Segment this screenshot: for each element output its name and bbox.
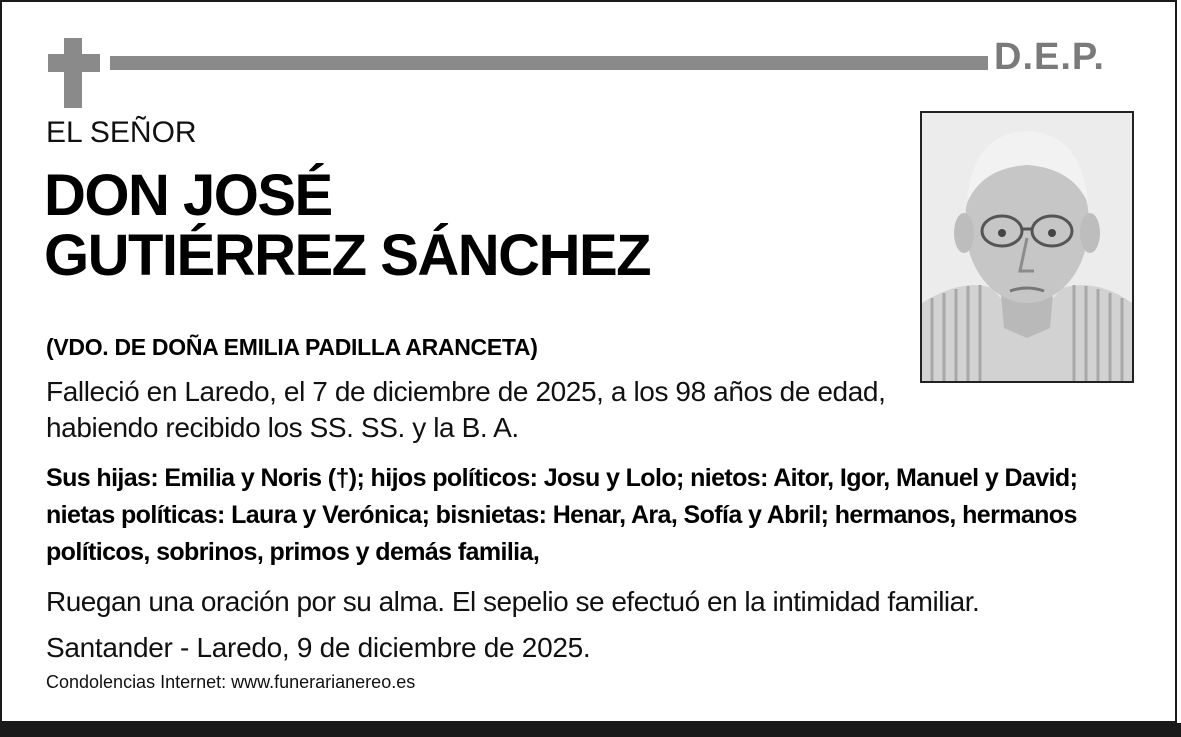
name-line-2: GUTIÉRREZ SÁNCHEZ	[44, 223, 651, 288]
header-rule	[110, 56, 988, 70]
prayer-request: Ruegan una oración por su alma. El sepelio se efectuó en la intimidad familiar.	[46, 586, 980, 617]
place-and-date: Santander - Laredo, 9 de diciembre de 2025.	[46, 632, 591, 663]
condolences-link: Condolencias Internet: www.funerarianereo.es	[46, 672, 416, 692]
portrait-photo	[920, 111, 1134, 383]
honorific: EL SEÑOR	[46, 116, 197, 149]
deceased-name	[44, 163, 651, 288]
widower-note: (VDO. DE DOÑA EMILIA PADILLA ARANCETA)	[46, 334, 538, 360]
death-details: Falleció en Laredo, el 7 de diciembre de 2025, a los 98 años de edad, habiendo recibido los SS. SS. y la B. A.	[46, 376, 886, 443]
bottom-border-bar	[0, 723, 1181, 737]
cross-icon	[48, 38, 100, 108]
name-line-1: DON JOSÉ	[44, 163, 332, 228]
dep-label: D.E.P.	[994, 36, 1105, 78]
family-list: Sus hijas: Emilia y Noris (†); hijos políticos: Josu y Lolo; nietos: Aitor, Igor, Manuel y David; nietas políticas: Laura y Verónica; bisnietas: Henar, Ara, Sofía y Abril; hermanos, hermanos políticos, sobrinos, primos y demás familia,	[46, 464, 1078, 566]
